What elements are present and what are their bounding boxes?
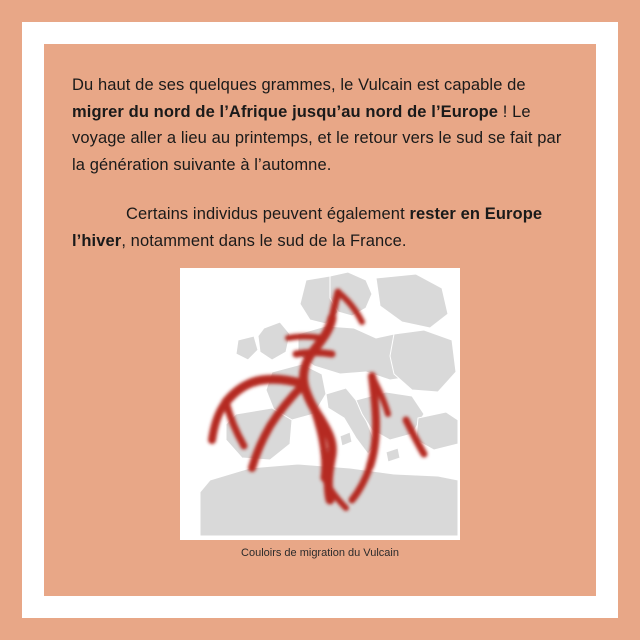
map-svg [180,268,460,540]
migration-paragraph [72,72,568,179]
content-panel [44,44,596,596]
migration-text-run-1: Du haut de ses quelques grammes, le Vulcain est capable de [72,76,526,94]
figure-caption: Couloirs de migration du Vulcain [241,547,399,560]
wintering-text-run-2-bold: rester en Europe l’hiver [72,204,543,250]
wintering-text-run-1: Certains individus peuvent également [126,204,410,223]
slide-inner-frame [22,22,618,618]
migration-text-run-2-bold: migrer du nord de l’Afrique jusqu’au nord de l’Europe [72,102,499,121]
migration-map-figure [180,268,460,560]
wintering-paragraph [72,201,568,254]
wintering-text-run-3: , notamment dans le sud de la France. [121,231,407,250]
migration-text-run-3: ! Le voyage aller a lieu au printemps, et le retour vers le sud se fait par la génération suivante à l’automne. [72,102,562,175]
migration-map-image [180,268,460,540]
